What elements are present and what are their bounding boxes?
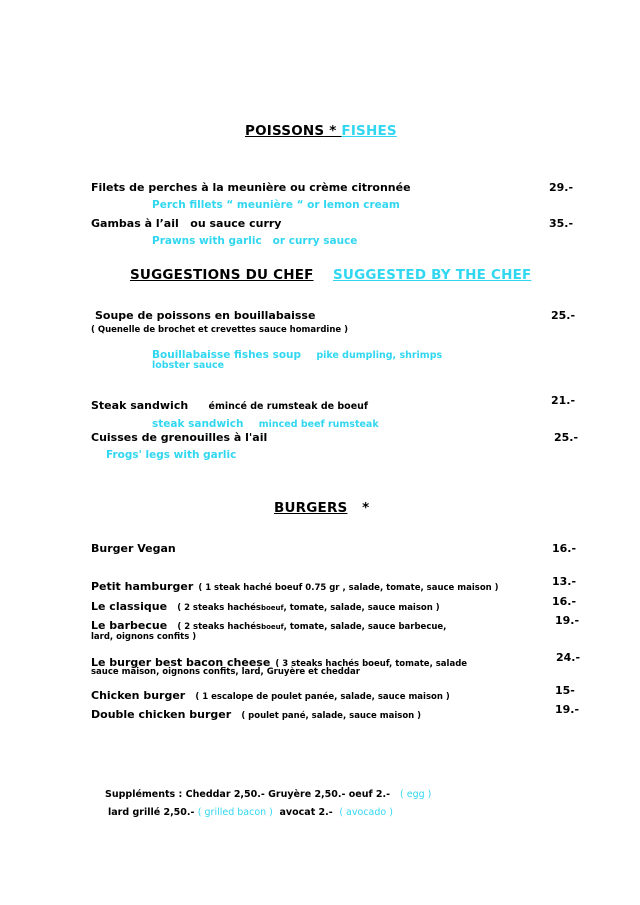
steak-name: Steak sandwich — [91, 399, 189, 412]
fish-gambas-price: 35.- — [549, 217, 574, 230]
fish-perch-name: Filets de perches à la meunière ou crème citronnée — [91, 181, 411, 194]
fishes-title-fr: POISSONS — [245, 123, 325, 139]
soup-detail: ( Quenelle de brochet et crevettes sauce homardine ) — [91, 325, 348, 335]
soup-en-detail2: lobster sauce — [152, 360, 225, 371]
burger-barbecue-line — [91, 614, 446, 633]
burger-classique-detail-a: ( 2 steaks hachés — [177, 603, 261, 613]
burger-chicken-detail: ( 1 escalope de poulet panée, salade, sauce maison ) — [195, 692, 450, 702]
frogs-price: 25.- — [554, 431, 579, 444]
burger-bacon-detail2: sauce maison, oignons confits, lard, Gruyère et cheddar — [91, 667, 360, 677]
burger-bacon-name: Le burger best bacon cheese — [91, 656, 271, 669]
burgers-heading — [274, 500, 369, 516]
fishes-heading — [245, 123, 397, 139]
suggestions-title-fr: SUGGESTIONS DU CHEF — [130, 267, 314, 283]
supplements-line1-text: Cheddar 2,50.- Gruyère 2,50.- oeuf 2.- — [185, 789, 391, 800]
burger-barbecue-detail2: lard, oignons confits ) — [91, 632, 197, 642]
frogs-en: Frogs' legs with garlic — [106, 449, 237, 461]
suggestions-title-en: SUGGESTED BY THE CHEF — [333, 267, 532, 283]
burgers-title: BURGERS — [274, 500, 348, 516]
burger-double-detail: ( poulet pané, salade, sauce maison ) — [241, 711, 422, 721]
burger-petit-line — [91, 575, 499, 594]
supplements-line2 — [108, 807, 393, 818]
steak-en — [152, 412, 379, 431]
steak-price: 21.- — [551, 394, 576, 407]
fish-perch-en: Perch fillets “ meunière “ or lemon cream — [152, 199, 400, 211]
fish-gambas-en-b: or curry sauce — [272, 235, 358, 247]
supplements-label: Suppléments : — [105, 789, 183, 800]
burger-petit-price: 13.- — [552, 575, 577, 588]
supplements-avocado-en: ( avocado ) — [339, 807, 393, 818]
fish-gambas-en — [152, 235, 357, 247]
burger-barbecue-detail-b: boeuf — [261, 623, 284, 631]
burger-chicken-line — [91, 684, 450, 703]
frogs-name: Cuisses de grenouilles à l'ail — [91, 431, 268, 444]
soup-en-detail: pike dumpling, shrimps — [316, 350, 443, 361]
steak-detail: émincé de rumsteak de boeuf — [208, 401, 369, 412]
soup-name: Soupe de poissons en bouillabaisse — [95, 309, 316, 322]
steak-en-detail: minced beef rumsteak — [258, 419, 379, 430]
burger-barbecue-detail-c: , tomate, salade, sauce barbecue, — [283, 622, 447, 632]
burger-classique-detail-c: , tomate, salade, sauce maison ) — [283, 603, 440, 613]
burger-double-price: 19.- — [555, 703, 580, 716]
burger-classique-line — [91, 595, 440, 614]
soup-en-name: Bouillabaisse fishes soup — [152, 349, 302, 361]
burger-barbecue-price: 19.- — [555, 614, 580, 627]
fishes-title-sep: * — [324, 123, 342, 139]
supplements-bacon: lard grillé 2,50.- — [108, 807, 195, 818]
burger-petit-name: Petit hamburger — [91, 580, 194, 593]
fish-perch-price: 29.- — [549, 181, 574, 194]
fish-gambas-name-a: Gambas à l’ail — [91, 217, 179, 230]
fish-gambas-name — [91, 217, 281, 230]
supplements-bacon-en: ( grilled bacon ) — [197, 807, 273, 818]
burger-vegan-price: 16.- — [552, 542, 577, 555]
burger-double-name: Double chicken burger — [91, 708, 232, 721]
fish-gambas-name-b: ou sauce curry — [190, 217, 282, 230]
steak-line — [91, 394, 368, 413]
burger-double-line — [91, 703, 421, 722]
burger-bacon-detail: ( 3 steaks hachés boeuf, tomate, salade — [275, 659, 468, 669]
steak-en-name: steak sandwich — [152, 418, 244, 430]
burger-chicken-name: Chicken burger — [91, 689, 186, 702]
burger-classique-detail-b: boeuf — [260, 604, 284, 612]
burger-barbecue-name: Le barbecue — [91, 619, 168, 632]
burger-bacon-price: 24.- — [556, 651, 581, 664]
supplements-egg-en: ( egg ) — [400, 789, 432, 800]
fish-gambas-en-a: Prawns with garlic — [152, 235, 262, 247]
burger-vegan-name: Burger Vegan — [91, 542, 176, 555]
burger-barbecue-detail-a: ( 2 steaks hachés — [177, 622, 262, 632]
soup-price: 25.- — [551, 309, 576, 322]
burger-classique-price: 16.- — [552, 595, 577, 608]
burger-petit-detail: ( 1 steak haché boeuf 0.75 gr , salade, tomate, sauce maison ) — [198, 583, 499, 593]
burgers-star: * — [362, 500, 370, 516]
fishes-title-en: FISHES — [341, 123, 397, 139]
supplements-line1 — [105, 789, 431, 800]
burger-classique-name: Le classique — [91, 600, 168, 613]
burger-chicken-price: 15- — [555, 684, 575, 697]
supplements-avocado: avocat 2.- — [279, 807, 333, 818]
